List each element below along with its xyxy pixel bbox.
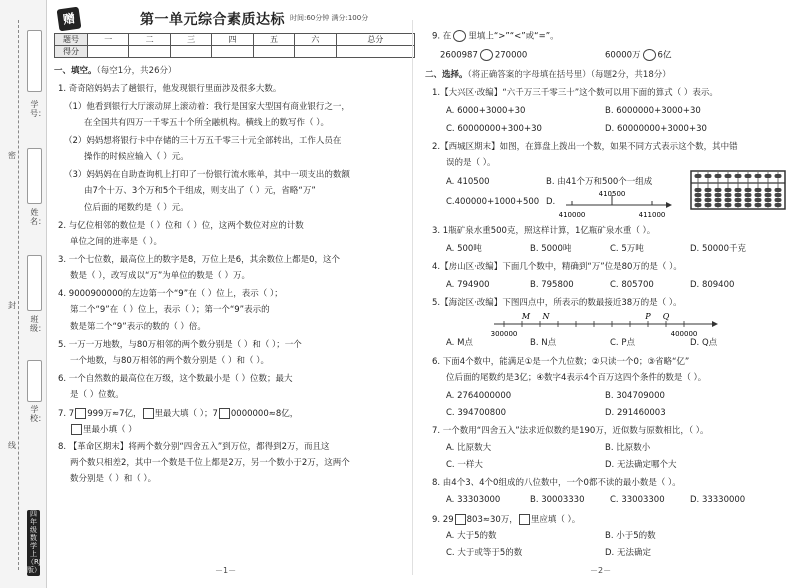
question-line: （3）妈妈妈在自助查询机上打印了一份银行流水账单，其中一项支出的数额	[64, 170, 350, 180]
cut-line	[18, 20, 19, 570]
score-cell: 三	[170, 34, 211, 46]
abacus-bead	[735, 174, 742, 178]
school-label: 学校：	[30, 405, 46, 423]
abacus-bead	[755, 174, 762, 178]
option[interactable]: D. 无法确定哪个大	[605, 460, 677, 470]
option[interactable]: A. 6000+3000+30	[446, 106, 526, 116]
option[interactable]: D. 33330000	[690, 495, 746, 505]
compare-value: 270000	[494, 50, 528, 61]
page-number-left: －1－	[215, 566, 237, 575]
question-line: （2）妈妈想将银行卡中存储的三十万五千零三十元全部转出，工作人员在	[64, 136, 342, 146]
option[interactable]: B. 小于5的数	[605, 531, 656, 541]
abacus-bead	[695, 193, 702, 197]
abacus-bead	[765, 193, 772, 197]
abacus-bead	[695, 174, 702, 178]
abacus-bead	[745, 203, 752, 207]
question-line: 4.【房山区·改编】下面几个数中，精确到“万”位是80万的是（ ）。	[432, 262, 682, 272]
question-line: 在全国共有四万一千零五十个所全融机构。横线上的数写作（ ）。	[84, 118, 329, 128]
class-field[interactable]	[27, 255, 42, 311]
option[interactable]: A. M点	[446, 338, 473, 348]
score-input[interactable]	[129, 46, 170, 58]
question-line: 7. 一个数用“四舍五入”法求近似数约是190万，近似数与原数相比，（ ）。	[432, 426, 709, 436]
grade-tag: 四年级 数学 上（RJ版）	[27, 510, 41, 574]
score-input[interactable]	[336, 46, 414, 58]
question-line: 4. 9000900000的左边第一个“9”在（ ）位上，表示（ ）；	[58, 289, 283, 299]
abacus-bead	[765, 174, 772, 178]
question-line: 1.【大兴区·改编】“六千万三千零三十”这个数可以用下面的算式（ ）表示。	[432, 88, 718, 98]
section-2-title: 二、选择。	[425, 70, 468, 80]
option[interactable]: C. P点	[610, 338, 635, 348]
name-field[interactable]	[27, 148, 42, 204]
abacus-bead	[705, 203, 712, 207]
compare-row	[605, 49, 671, 62]
option[interactable]: D. 无法确定	[605, 548, 651, 558]
seal-char-2: 封	[8, 301, 16, 310]
compare-row	[440, 49, 527, 62]
score-input[interactable]	[170, 46, 211, 58]
question-line: 1. 奇奇陪妈妈去了趟银行，他发现银行里面涉及很多大数。	[58, 84, 282, 94]
abacus-bead	[705, 198, 712, 202]
abacus-bead	[715, 193, 722, 197]
score-cell: 题号	[55, 34, 88, 46]
question-line	[432, 30, 559, 43]
point-label-n: N	[542, 312, 550, 321]
option[interactable]: C. 大于或等于5的数	[446, 548, 523, 558]
question-line: 操作的时候应输入（ ）元。	[84, 152, 189, 162]
abacus-bead	[715, 188, 722, 192]
option[interactable]: B. 由41个万和500个一组成	[546, 177, 653, 187]
abacus-bead	[745, 193, 752, 197]
section-1-title: 一、填空。	[54, 66, 97, 76]
question-line: 8. 【革命区期末】将两个数分别“四舍五入”到万位，都得到2万，而且这	[58, 442, 330, 452]
abacus-bead	[705, 174, 712, 178]
q9s-text-c: 里应填（ ）。	[530, 515, 581, 525]
abacus-bead	[725, 188, 732, 192]
page-title: 第一单元综合素质达标	[140, 12, 285, 28]
number-line-label: 400000	[670, 330, 698, 338]
score-input[interactable]	[88, 46, 129, 58]
compare-value: 2600987	[440, 50, 478, 61]
number-line-label: 300000	[490, 330, 518, 338]
seal-char-1: 密	[8, 151, 16, 160]
score-table	[54, 33, 415, 58]
question-line: 3. 一个七位数，最高位上的数字是8，万位上是6，其余数位上都是0，这个	[58, 255, 341, 265]
question-line	[58, 408, 298, 420]
abacus-bead	[755, 198, 762, 202]
q9-tail: 里填上“>”“<”或“=”。	[468, 31, 559, 42]
option[interactable]: C. 394700800	[446, 408, 507, 418]
abacus-bead	[695, 188, 702, 192]
page-divider	[412, 20, 413, 575]
student-id-label: 学号：	[30, 100, 46, 118]
abacus-bead	[695, 198, 702, 202]
number-line-q2-svg	[558, 190, 674, 222]
question-line: 一个地数，与80万相邻的两个数分别是（ ）和（ ）。	[70, 356, 269, 366]
option[interactable]: B. 5000吨	[530, 244, 572, 254]
question-line: 位后面的尾数约是（ ）元。	[84, 203, 189, 213]
abacus-bead	[745, 174, 752, 178]
option[interactable]: A. 410500	[446, 177, 490, 187]
seal-char-3: 线	[8, 441, 16, 450]
abacus-bead	[755, 193, 762, 197]
question-line: 两个数只相差2，其中一个数是千位上都是2万，另一个数小于2万，这两个	[70, 458, 350, 468]
option[interactable]: A. 比原数大	[446, 443, 492, 453]
section-2-heading	[425, 70, 671, 81]
option[interactable]: D. Q点	[690, 338, 718, 348]
question-line: 2.【西城区期末】如图，在算盘上拨出一个数，如果不同方式表示这个数，其中错	[432, 142, 738, 152]
answer-box[interactable]	[71, 424, 82, 435]
question-line: 误的是（ ）。	[446, 158, 496, 168]
abacus-bead	[775, 174, 782, 178]
question-line	[70, 424, 137, 436]
option[interactable]: A. 33303000	[446, 495, 501, 505]
option[interactable]: A. 大于5的数	[446, 531, 497, 541]
number-line-q5	[490, 312, 720, 338]
abacus-bead	[715, 174, 722, 178]
question-line: 5.【海淀区·改编】下图四点中，所表示的数最接近38万的是（ ）。	[432, 298, 682, 308]
abacus-svg	[690, 170, 786, 210]
q9-head: 9. 在	[432, 31, 452, 42]
abacus-bead	[755, 188, 762, 192]
number-line-label: 411000	[638, 211, 666, 219]
question-line: 2. 与亿位相邻的数位是（ ）位和（ ）位，这两个数位对应的计数	[58, 221, 304, 231]
question-line: 数分别是（ ）和（ ）。	[70, 474, 157, 484]
q9s-text-b: 803≈30万，	[466, 515, 518, 525]
abacus-bead	[775, 193, 782, 197]
question-line: 8. 由4个3、4个0组成的八位数中，一个0都不读的最小数是（ ）。	[432, 478, 681, 488]
score-cell: 总分	[336, 34, 414, 46]
abacus-bead	[715, 203, 722, 207]
binding-sidebar	[0, 0, 47, 588]
option[interactable]: C. 一样大	[446, 460, 483, 470]
section-1-heading	[54, 66, 177, 77]
number-line-label: 410500	[598, 190, 626, 198]
abacus-bead	[735, 188, 742, 192]
compare-oval[interactable]	[643, 49, 656, 61]
q7-text-d: 0000000≈8亿，	[230, 409, 299, 419]
score-cell: 得分	[55, 46, 88, 58]
abacus-bead	[725, 198, 732, 202]
score-table-header-row	[55, 34, 415, 46]
option[interactable]: B. 30003330	[530, 495, 585, 505]
answer-box[interactable]	[455, 514, 466, 525]
answer-box[interactable]	[75, 408, 86, 419]
abacus-bead	[745, 188, 752, 192]
option[interactable]: D. 50000千克	[690, 244, 746, 254]
compare-oval[interactable]	[453, 30, 466, 42]
abacus-bead	[765, 198, 772, 202]
abacus-bead	[705, 188, 712, 192]
option[interactable]: D. 291460003	[605, 408, 666, 418]
number-line-q5-svg	[490, 312, 720, 338]
number-line-label: 410000	[558, 211, 586, 219]
score-input[interactable]	[253, 46, 294, 58]
option[interactable]: B. N点	[530, 338, 557, 348]
point-label-m: M	[521, 312, 531, 321]
question-line: 6. 一个自然数的最高位在万级，这个数最小是（ ）位数；最大	[58, 374, 293, 384]
option[interactable]: C. 805700	[610, 280, 654, 290]
question-line: 数是（ ），改写成以“万”为单位的数是（ ）万。	[70, 271, 250, 281]
abacus-bead	[775, 203, 782, 207]
point-label-q: Q	[662, 312, 670, 321]
question-line: 位后面的尾数约是3亿；④数字4表示4个百万这四个条件的数是（ ）。	[446, 373, 707, 383]
answer-box[interactable]	[519, 514, 530, 525]
option[interactable]: D.	[546, 197, 556, 207]
answer-box[interactable]	[219, 408, 230, 419]
option[interactable]: B. 304709000	[605, 391, 665, 401]
question-line: 是（ ）位数。	[70, 390, 124, 400]
q7-text-c: 里最大填（ ）；7	[154, 409, 218, 419]
q7-text-a: 7. 7	[58, 409, 75, 419]
q7-text-e: 里最小填（ ）	[83, 425, 137, 435]
question-line: 由7个十万、3个万和5个千组成，则支出了（ ）元，省略“万”	[84, 186, 316, 196]
q7-text-b: 999万≈7亿，	[87, 409, 142, 419]
option[interactable]: A. 500吨	[446, 244, 482, 254]
abacus-bead	[775, 198, 782, 202]
student-id-field[interactable]	[27, 30, 42, 92]
abacus-bead	[725, 174, 732, 178]
abacus-bead	[745, 198, 752, 202]
abacus-bead	[735, 198, 742, 202]
score-table-score-row	[55, 46, 415, 58]
score-cell: 五	[253, 34, 294, 46]
score-cell: 一	[88, 34, 129, 46]
option[interactable]: A. 2764000000	[446, 391, 512, 401]
option[interactable]: D. 809400	[690, 280, 735, 290]
abacus-bead	[725, 203, 732, 207]
gift-logo: 赠	[57, 7, 82, 32]
option[interactable]: A. 794900	[446, 280, 490, 290]
class-label: 班级：	[30, 315, 46, 333]
compare-value: 6亿	[657, 50, 672, 61]
section-1-note: （每空1分，共26分）	[96, 66, 177, 76]
compare-value: 60000万	[605, 50, 641, 61]
option[interactable]: C. 33003300	[610, 495, 665, 505]
answer-box[interactable]	[143, 408, 154, 419]
section-2-note: （将正确答案的字母填在括号里）（每题2分，共18分）	[467, 70, 671, 80]
question-line: 5. 一万一万地数，与80万相邻的两个数分别是（ ）和（ ）；一个	[58, 340, 302, 350]
q9s-text-a: 9. 29	[432, 515, 454, 525]
abacus-bead	[765, 188, 772, 192]
score-input[interactable]	[212, 46, 253, 58]
name-label: 姓名：	[30, 208, 46, 226]
question-line: （1）他看到银行大厅滚动屏上滚动着：我行是国家大型国有商业银行之一，	[64, 102, 350, 112]
abacus-bead	[725, 193, 732, 197]
abacus-bead	[735, 203, 742, 207]
time-score-info: 时间:60分钟 满分:100分	[290, 14, 369, 22]
option[interactable]: D. 60000000+3000+30	[605, 124, 707, 134]
option[interactable]: B. 795800	[530, 280, 574, 290]
number-line-q2	[558, 190, 674, 222]
question-line	[432, 514, 580, 526]
abacus-bead	[705, 193, 712, 197]
question-line: 数是第二个“9”表示的数的（ ）倍。	[70, 322, 206, 332]
question-line: 单位之间的进率是（ ）。	[70, 237, 162, 247]
abacus-bead	[765, 203, 772, 207]
score-input[interactable]	[295, 46, 336, 58]
score-cell: 四	[212, 34, 253, 46]
score-cell: 二	[129, 34, 170, 46]
abacus-bead	[695, 203, 702, 207]
abacus-bead	[715, 198, 722, 202]
option[interactable]: C. 5万吨	[610, 244, 644, 254]
compare-oval[interactable]	[480, 49, 493, 61]
score-cell: 六	[295, 34, 336, 46]
option[interactable]: C.400000+1000+500	[446, 197, 540, 207]
question-line: 6. 下面4个数中，能满足①是一个九位数；②只读一个0；③省略“亿”	[432, 357, 690, 367]
option[interactable]: B. 6000000+3000+30	[605, 106, 701, 116]
abacus-bead	[775, 188, 782, 192]
option[interactable]: C. 60000000+300+30	[446, 124, 542, 134]
question-line: 第二个“9”在（ ）位上，表示（ ）；第一个“9”表示的	[70, 305, 270, 315]
page-number-right: －2－	[590, 566, 612, 575]
question-line: 3. 1瓶矿泉水重500克，照这样计算，1亿瓶矿泉水重（ ）。	[432, 226, 656, 236]
abacus-bead	[735, 193, 742, 197]
option[interactable]: B. 比原数小	[605, 443, 651, 453]
school-field[interactable]	[27, 360, 42, 402]
abacus-bead	[755, 203, 762, 207]
point-label-p: P	[645, 312, 651, 321]
abacus-diagram	[690, 170, 786, 210]
